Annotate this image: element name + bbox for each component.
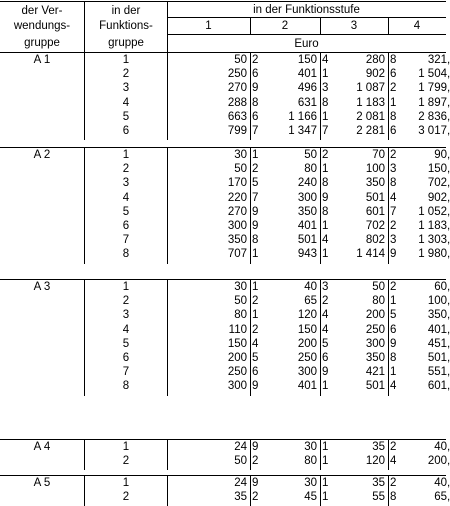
- value-integer: 1 183: [356, 96, 385, 109]
- value-integer: 250: [297, 352, 317, 364]
- value-integer: 200: [227, 352, 247, 364]
- value-integer: 1 052: [418, 205, 447, 218]
- value-integer: 150: [297, 323, 317, 336]
- decimal-comma: ,: [447, 82, 450, 95]
- value-integer: 1 504: [418, 68, 447, 81]
- value-fraction: 9: [322, 366, 329, 379]
- verwendungsgruppe-label: A 3: [33, 281, 51, 293]
- value-fraction: 6: [252, 366, 259, 379]
- value-fraction: 5: [322, 337, 329, 350]
- value-integer: 50: [234, 163, 247, 176]
- header-verwendungsgruppe-line-1: der Ver-: [21, 5, 63, 17]
- value-integer: 321: [427, 54, 447, 66]
- decimal-comma: ,: [447, 352, 450, 364]
- decimal-comma: ,: [447, 491, 450, 504]
- decimal-comma: ,: [447, 380, 450, 393]
- value-integer: 200: [297, 337, 317, 350]
- value-fraction: 2: [252, 455, 259, 468]
- value-integer: 270: [227, 82, 247, 95]
- funktionsgruppe-number: 3: [122, 177, 130, 190]
- decimal-comma: ,: [447, 441, 450, 453]
- value-fraction: 1: [322, 477, 329, 489]
- value-fraction: 2: [322, 149, 329, 161]
- value-integer: 1 303: [418, 234, 447, 247]
- value-integer: 35: [372, 441, 385, 453]
- decimal-comma: ,: [447, 234, 450, 247]
- column-rule: [167, 279, 168, 396]
- value-integer: 1 897: [418, 96, 447, 109]
- value-integer: 220: [227, 191, 247, 204]
- value-integer: 50: [234, 54, 247, 66]
- decimal-comma: ,: [447, 125, 450, 137]
- verwendungsgruppe-label: A 4: [33, 441, 51, 453]
- funktionsgruppe-number: 5: [122, 110, 130, 123]
- column-rule: [167, 475, 168, 506]
- column-rule: [250, 439, 251, 470]
- value-fraction: 2: [252, 54, 259, 66]
- group-separator: [0, 147, 446, 148]
- value-fraction: 8: [390, 54, 397, 66]
- value-integer: 501: [297, 234, 317, 247]
- value-integer: 1 183: [418, 220, 447, 232]
- stufe-title-rule: [167, 17, 446, 18]
- value-fraction: 6: [390, 323, 397, 336]
- value-integer: 3 017: [418, 125, 447, 137]
- value-integer: 1 347: [288, 125, 317, 137]
- value-integer: 2 836: [418, 110, 447, 123]
- value-integer: 30: [234, 281, 247, 293]
- value-fraction: 1: [252, 281, 259, 293]
- value-fraction: 3: [390, 234, 397, 247]
- value-integer: 1 414: [356, 248, 385, 261]
- value-integer: 80: [234, 309, 247, 322]
- decimal-comma: ,: [447, 220, 450, 232]
- header-bottom-rule: [0, 52, 446, 53]
- decimal-comma: ,: [447, 205, 450, 218]
- decimal-comma: ,: [447, 248, 450, 261]
- value-integer: 80: [372, 295, 385, 308]
- value-integer: 300: [297, 366, 317, 379]
- header-stufe-2: 2: [281, 20, 289, 32]
- value-fraction: 6: [252, 110, 259, 123]
- value-fraction: 6: [390, 68, 397, 81]
- value-fraction: 1: [322, 248, 329, 261]
- value-integer: 250: [365, 323, 385, 336]
- value-integer: 50: [304, 149, 317, 161]
- funktionsgruppe-number: 7: [122, 234, 130, 247]
- header-stufe-rule: [388, 17, 389, 35]
- value-integer: 110: [228, 323, 247, 336]
- value-fraction: 1: [322, 455, 329, 468]
- value-integer: 2 081: [356, 110, 385, 123]
- funktionsgruppe-number: 4: [122, 191, 130, 204]
- value-fraction: 1: [252, 309, 259, 322]
- value-fraction: 3: [322, 281, 329, 293]
- funktionsgruppe-number: 8: [122, 380, 130, 393]
- value-integer: 40: [434, 477, 447, 489]
- value-integer: 401: [297, 380, 317, 393]
- header-funktionsgruppe-line-2: Funktions-: [99, 20, 153, 32]
- decimal-comma: ,: [447, 309, 450, 322]
- value-fraction: 8: [390, 352, 397, 364]
- funktionsgruppe-number: 8: [122, 248, 130, 261]
- header-column-rule: [84, 1, 85, 53]
- funktionsgruppe-number: 2: [122, 68, 130, 81]
- value-integer: 1 166: [288, 110, 317, 123]
- value-integer: 702: [427, 177, 447, 190]
- value-fraction: 1: [322, 380, 329, 393]
- funktionsgruppe-number: 7: [122, 366, 130, 379]
- header-column-rule: [167, 1, 168, 53]
- column-rule: [388, 52, 389, 140]
- decimal-comma: ,: [447, 477, 450, 489]
- value-integer: 70: [372, 149, 385, 161]
- value-fraction: 8: [322, 177, 329, 190]
- column-rule: [167, 52, 168, 140]
- decimal-comma: ,: [447, 149, 450, 161]
- value-fraction: 2: [252, 295, 259, 308]
- value-fraction: 2: [252, 323, 259, 336]
- value-integer: 80: [304, 455, 317, 468]
- value-integer: 501: [365, 380, 385, 393]
- header-stufe-rule: [250, 17, 251, 35]
- value-fraction: 4: [390, 380, 397, 393]
- stufe-number-rule: [167, 34, 446, 35]
- value-integer: 40: [304, 281, 317, 293]
- value-fraction: 1: [390, 295, 397, 308]
- value-integer: 1 980: [418, 248, 447, 261]
- value-integer: 350: [365, 352, 385, 364]
- value-fraction: 8: [322, 96, 329, 109]
- value-integer: 401: [427, 323, 447, 336]
- value-integer: 150: [297, 54, 317, 66]
- value-fraction: 9: [252, 477, 259, 489]
- funktionsgruppe-number: 1: [122, 149, 130, 161]
- value-fraction: 2: [322, 295, 329, 308]
- value-integer: 799: [227, 125, 247, 137]
- value-integer: 35: [234, 491, 247, 504]
- value-integer: 120: [365, 455, 385, 468]
- value-integer: 240: [297, 177, 317, 190]
- value-fraction: 3: [390, 163, 397, 176]
- funktionsgruppe-number: 4: [122, 323, 130, 336]
- value-integer: 250: [227, 68, 247, 81]
- value-fraction: 7: [322, 125, 329, 137]
- value-fraction: 7: [390, 205, 397, 218]
- value-integer: 300: [365, 337, 385, 350]
- header-verwendungsgruppe-line-2: wendungs-: [13, 20, 71, 32]
- value-fraction: 6: [390, 125, 397, 137]
- value-integer: 40: [434, 441, 447, 453]
- column-rule: [167, 147, 168, 264]
- verwendungsgruppe-label: A 1: [33, 54, 51, 66]
- value-fraction: 2: [252, 163, 259, 176]
- value-integer: 350: [427, 309, 447, 322]
- column-rule: [388, 147, 389, 264]
- value-fraction: 4: [322, 323, 329, 336]
- column-rule: [250, 147, 251, 264]
- value-integer: 170: [227, 177, 247, 190]
- decimal-comma: ,: [447, 68, 450, 81]
- value-integer: 50: [234, 455, 247, 468]
- value-fraction: 3: [322, 82, 329, 95]
- value-integer: 501: [427, 352, 447, 364]
- value-fraction: 8: [252, 96, 259, 109]
- value-integer: 943: [297, 248, 317, 261]
- group-separator: [0, 475, 446, 476]
- value-integer: 150: [427, 163, 447, 176]
- verwendungsgruppe-label: A 5: [33, 477, 51, 489]
- decimal-comma: ,: [447, 163, 450, 176]
- value-fraction: 4: [322, 309, 329, 322]
- decimal-comma: ,: [447, 54, 450, 66]
- value-integer: 80: [304, 163, 317, 176]
- value-integer: 350: [365, 177, 385, 190]
- value-integer: 702: [365, 220, 385, 232]
- value-integer: 451: [427, 337, 447, 350]
- value-integer: 601: [365, 205, 385, 218]
- value-fraction: 5: [390, 309, 397, 322]
- top-rule: [0, 1, 446, 2]
- funktionsgruppe-number: 6: [122, 220, 130, 232]
- value-integer: 300: [227, 380, 247, 393]
- value-integer: 100: [427, 295, 447, 308]
- funktionsgruppe-number: 3: [122, 309, 130, 322]
- value-integer: 2 281: [356, 125, 385, 137]
- header-stufe-1: 1: [205, 20, 212, 32]
- value-integer: 631: [297, 96, 317, 109]
- value-fraction: 2: [390, 441, 397, 453]
- value-fraction: 8: [322, 205, 329, 218]
- value-integer: 250: [227, 366, 247, 379]
- value-fraction: 9: [252, 441, 259, 453]
- value-integer: 601: [427, 380, 447, 393]
- value-fraction: 1: [252, 149, 259, 161]
- value-integer: 1 087: [356, 82, 385, 95]
- value-integer: 902: [427, 191, 447, 204]
- funktionsgruppe-number: 1: [122, 281, 130, 293]
- value-fraction: 9: [252, 82, 259, 95]
- value-integer: 50: [372, 281, 385, 293]
- header-stufe-3: 3: [350, 20, 358, 32]
- value-integer: 65: [304, 295, 317, 308]
- value-fraction: 2: [390, 220, 397, 232]
- value-fraction: 8: [252, 234, 259, 247]
- value-integer: 30: [234, 149, 247, 161]
- value-fraction: 6: [252, 68, 259, 81]
- value-fraction: 1: [252, 248, 259, 261]
- value-integer: 100: [365, 163, 385, 176]
- funktionsgruppe-number: 1: [122, 54, 130, 66]
- value-integer: 24: [234, 477, 247, 489]
- value-integer: 120: [297, 309, 317, 322]
- value-fraction: 1: [322, 68, 329, 81]
- value-integer: 707: [227, 248, 247, 261]
- value-fraction: 9: [252, 380, 259, 393]
- value-integer: 663: [227, 110, 247, 123]
- value-fraction: 2: [390, 149, 397, 161]
- value-fraction: 8: [390, 177, 397, 190]
- value-fraction: 8: [390, 110, 397, 123]
- value-integer: 401: [297, 68, 317, 81]
- value-fraction: 1: [322, 220, 329, 232]
- value-fraction: 1: [390, 366, 397, 379]
- header-funktionsstufe-title: in der Funktionsstufe: [253, 4, 360, 16]
- value-integer: 300: [227, 220, 247, 232]
- decimal-comma: ,: [447, 110, 450, 123]
- funktionsgruppe-number: 6: [122, 125, 130, 137]
- value-integer: 200: [365, 309, 385, 322]
- value-fraction: 5: [252, 177, 259, 190]
- funktionsgruppe-number: 2: [122, 455, 130, 468]
- column-rule: [250, 475, 251, 506]
- column-rule: [250, 52, 251, 140]
- column-rule: [320, 279, 321, 396]
- funktionsgruppe-number: 4: [122, 96, 130, 109]
- value-fraction: 8: [390, 491, 397, 504]
- value-fraction: 2: [390, 281, 397, 293]
- funktionsgruppe-number: 2: [122, 163, 130, 176]
- value-integer: 150: [227, 337, 247, 350]
- funktionsgruppe-number: 3: [122, 82, 130, 95]
- value-integer: 30: [304, 441, 317, 453]
- column-rule: [320, 475, 321, 506]
- funktionsgruppe-number: 5: [122, 337, 130, 350]
- funktionsgruppe-number: 2: [122, 295, 130, 308]
- value-integer: 35: [372, 477, 385, 489]
- value-fraction: 4: [252, 337, 259, 350]
- value-fraction: 4: [390, 191, 397, 204]
- header-funktionsgruppe-line-1: in der: [111, 5, 141, 17]
- value-integer: 270: [227, 205, 247, 218]
- value-fraction: 1: [322, 163, 329, 176]
- value-integer: 350: [227, 234, 247, 247]
- value-integer: 902: [365, 68, 385, 81]
- value-fraction: 9: [322, 191, 329, 204]
- value-fraction: 2: [390, 82, 397, 95]
- value-fraction: 4: [322, 54, 329, 66]
- decimal-comma: ,: [447, 323, 450, 336]
- value-fraction: 1: [322, 110, 329, 123]
- value-integer: 496: [297, 82, 317, 95]
- funktionsgruppe-number: 1: [122, 477, 130, 489]
- value-integer: 45: [304, 491, 317, 504]
- value-integer: 65: [434, 491, 447, 504]
- value-fraction: 9: [390, 248, 397, 261]
- group-separator: [0, 279, 446, 280]
- value-integer: 501: [365, 191, 385, 204]
- decimal-comma: ,: [447, 96, 450, 109]
- funktionsgruppe-number: 5: [122, 205, 130, 218]
- decimal-comma: ,: [447, 295, 450, 308]
- funktionsgruppe-number: 6: [122, 352, 130, 364]
- value-fraction: 2: [252, 491, 259, 504]
- header-verwendungsgruppe-line-3: gruppe: [24, 37, 60, 49]
- value-fraction: 9: [252, 220, 259, 232]
- value-fraction: 6: [322, 352, 329, 364]
- value-integer: 802: [365, 234, 385, 247]
- value-fraction: 4: [390, 455, 397, 468]
- value-integer: 280: [365, 54, 385, 66]
- value-integer: 1 799: [418, 82, 447, 95]
- value-integer: 300: [297, 191, 317, 204]
- value-fraction: 1: [390, 96, 397, 109]
- decimal-comma: ,: [447, 455, 450, 468]
- value-fraction: 7: [252, 191, 259, 204]
- header-unit: Euro: [294, 38, 319, 50]
- column-rule: [167, 439, 168, 470]
- value-fraction: 5: [252, 352, 259, 364]
- value-integer: 200: [427, 455, 447, 468]
- column-rule: [388, 475, 389, 506]
- header-stufe-rule: [320, 17, 321, 35]
- funktionsgruppe-number: 2: [122, 491, 130, 504]
- value-fraction: 7: [252, 125, 259, 137]
- value-fraction: 1: [322, 491, 329, 504]
- header-funktionsgruppe-line-3: gruppe: [108, 37, 144, 49]
- decimal-comma: ,: [447, 337, 450, 350]
- header-stufe-4: 4: [413, 20, 421, 32]
- value-integer: 30: [304, 477, 317, 489]
- verwendungsgruppe-label: A 2: [33, 149, 51, 161]
- column-rule: [388, 439, 389, 470]
- decimal-comma: ,: [447, 191, 450, 204]
- value-integer: 401: [297, 220, 317, 232]
- value-integer: 50: [234, 295, 247, 308]
- value-integer: 60: [434, 281, 447, 293]
- value-integer: 288: [227, 96, 247, 109]
- funktionsgruppe-number: 1: [122, 441, 130, 453]
- value-fraction: 1: [322, 441, 329, 453]
- value-integer: 421: [365, 366, 385, 379]
- value-integer: 551: [427, 366, 447, 379]
- group-separator: [0, 439, 446, 440]
- value-fraction: 9: [252, 205, 259, 218]
- value-integer: 24: [234, 441, 247, 453]
- column-rule: [320, 439, 321, 470]
- value-integer: 55: [372, 491, 385, 504]
- decimal-comma: ,: [447, 366, 450, 379]
- column-rule: [250, 279, 251, 396]
- decimal-comma: ,: [447, 281, 450, 293]
- column-rule: [388, 279, 389, 396]
- decimal-comma: ,: [447, 177, 450, 190]
- value-integer: 90: [434, 149, 447, 161]
- value-fraction: 9: [390, 337, 397, 350]
- column-rule: [320, 147, 321, 264]
- value-fraction: 2: [390, 477, 397, 489]
- value-fraction: 4: [322, 234, 329, 247]
- column-rule: [320, 52, 321, 140]
- value-integer: 350: [297, 205, 317, 218]
